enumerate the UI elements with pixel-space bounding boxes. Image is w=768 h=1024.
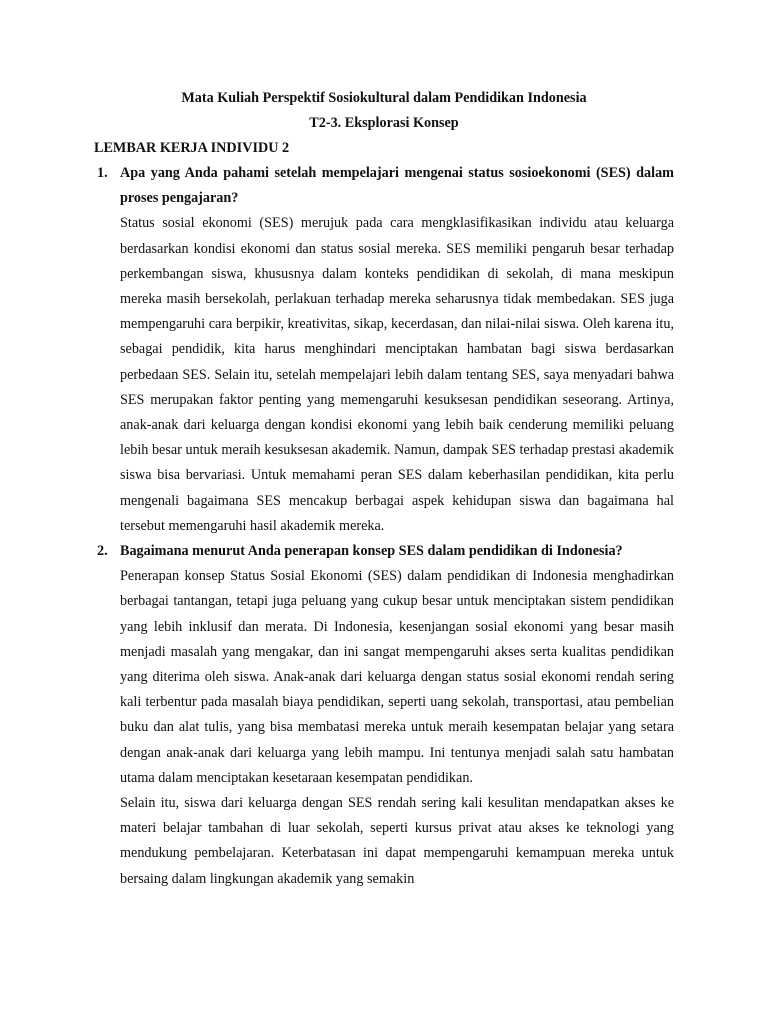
- answer-paragraph: Penerapan konsep Status Sosial Ekonomi (SES) dalam pendidikan di Indonesia menghadirkan berbagai tantangan, tetapi juga peluang yang cukup besar untuk menciptakan sistem pendidikan yang lebih inklusif dan merata. Di Indonesia, kesenjangan sosial ekonomi yang besar masih menjadi masalah yang mengakar, dan ini sangat mempengaruhi akses serta kualitas pendidikan yang diterima oleh siswa. Anak-anak dari keluarga dengan status sosial ekonomi rendah sering kali terbentur pada masalah biaya pendidikan, seperti uang sekolah, transportasi, atau pembelian buku dan alat tulis, yang bisa membatasi mereka untuk meraih kesempatan belajar yang setara dengan anak-anak dari keluarga yang lebih mampu. Ini tentunya menjadi salah satu hambatan utama dalam menciptakan kesetaraan kesempatan pendidikan.: [120, 568, 674, 786]
- question-item-2: [94, 539, 674, 892]
- section-heading: LEMBAR KERJA INDIVIDU 2: [94, 140, 290, 156]
- item-number: 1.: [97, 165, 108, 181]
- answer-paragraph: Status sosial ekonomi (SES) merujuk pada cara mengklasifikasikan individu atau keluarga berdasarkan kondisi ekonomi dan status sosial mereka. SES memiliki pengaruh besar terhadap perkembangan siswa, khususnya dalam konteks pendidikan di sekolah, di mana meskipun mereka masih bersekolah, perlakuan terhadap mereka seharusnya tidak membedakan. SES juga mempengaruhi cara berpikir, kreativitas, sikap, kecerdasan, dan nilai-nilai siswa. Oleh karena itu, sebagai pendidik, kita harus menghindari menciptakan hambatan bagi siswa berdasarkan perbedaan SES. Selain itu, setelah mempelajari lebih dalam tentang SES, saya menyadari bahwa SES merupakan faktor penting yang memengaruhi kesuksesan pendidikan seseorang. Artinya, anak-anak dari keluarga dengan kondisi ekonomi yang lebih baik cenderung memiliki peluang lebih besar untuk meraih kesuksesan akademik. Namun, dampak SES terhadap prestasi akademik siswa bisa bervariasi. Untuk memahami peran SES dalam keberhasilan pendidikan, kita perlu mengenali bagaimana SES mencakup berbagai aspek kehidupan siswa dan bagaimana hal tersebut memengaruhi hasil akademik mereka.: [120, 215, 674, 534]
- document-title: Mata Kuliah Perspektif Sosiokultural dalam Pendidikan Indonesia: [181, 90, 587, 106]
- question-item-1: [94, 161, 674, 539]
- question-text: Apa yang Anda pahami setelah mempelajari mengenai status sosioekonomi (SES) dalam proses pengajaran?: [120, 165, 674, 207]
- answer-paragraph: Selain itu, siswa dari keluarga dengan SES rendah sering kali kesulitan mendapatkan akses ke materi belajar tambahan di luar sekolah, seperti kursus privat atau akses ke teknologi yang mendukung pembelajaran. Keterbatasan ini dapat mempengaruhi kemampuan mereka untuk bersaing dalam lingkungan akademik yang semakin: [120, 795, 674, 887]
- document-subtitle: T2-3. Eksplorasi Konsep: [309, 115, 459, 131]
- item-number: 2.: [97, 543, 108, 560]
- question-text: Bagaimana menurut Anda penerapan konsep SES dalam pendidikan di Indonesia?: [120, 543, 623, 560]
